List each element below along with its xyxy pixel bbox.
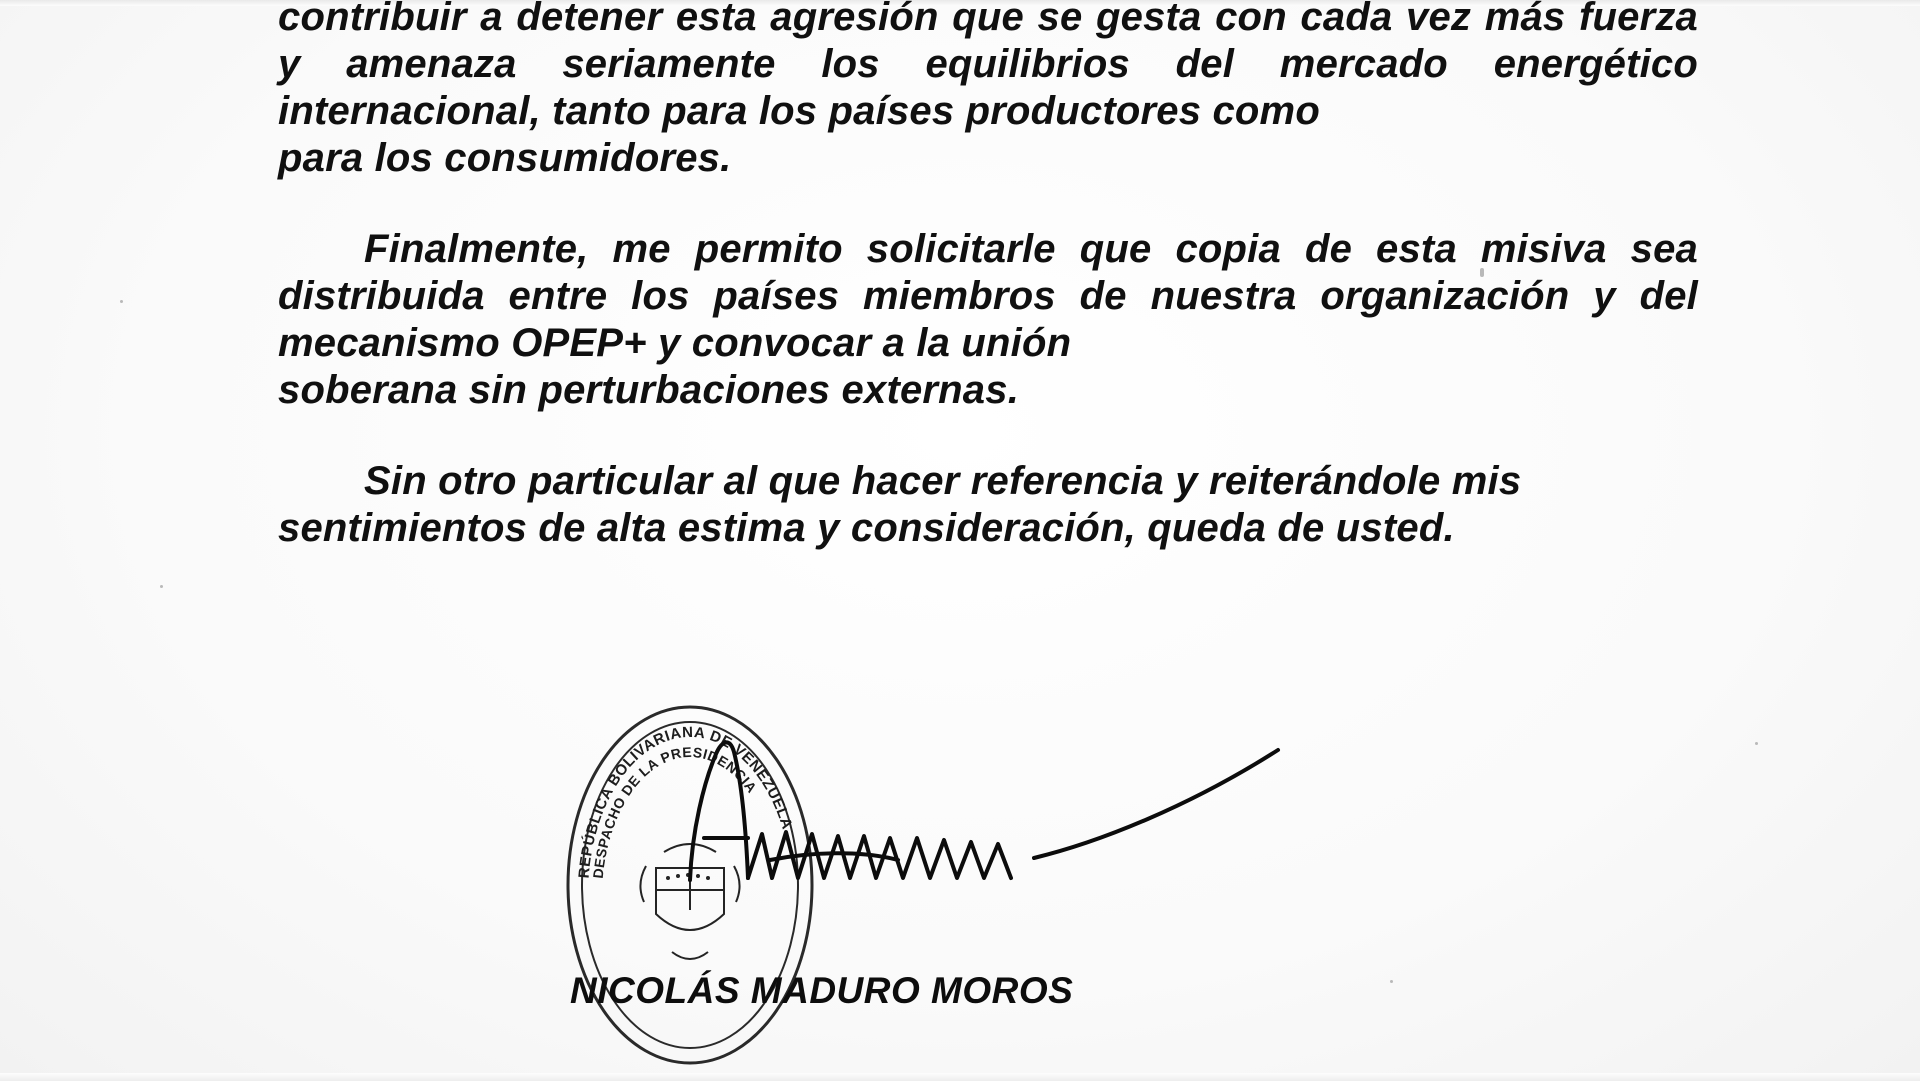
scan-speck bbox=[120, 300, 123, 303]
scan-edge-bottom bbox=[0, 1073, 1920, 1081]
paragraph-1-line-1: contribuir a detener esta agresión que se gesta con cada vez más bbox=[278, 0, 1566, 39]
signer-name: NICOLÁS MADURO MOROS bbox=[570, 970, 1074, 1011]
paragraph-2-line-2: sea distribuida entre los países miembros de nuestra bbox=[278, 227, 1698, 318]
paragraph-1-line-2: fuerza y amenaza seriamente los equilibrios del mercado bbox=[278, 0, 1698, 86]
paragraph-1 bbox=[278, 0, 1698, 182]
paragraph-3 bbox=[278, 458, 1698, 552]
svg-text:REPÚBLICA BOLIVARIANA DE VENEZ: REPÚBLICA BOLIVARIANA DE VENEZUELA bbox=[575, 723, 796, 879]
paragraph-2-line-4: soberana sin perturbaciones externas. bbox=[278, 368, 1020, 412]
paragraph-1-line-4: para los consumidores. bbox=[278, 136, 732, 180]
svg-text:DESPACHO DE LA PRESIDENCIA: DESPACHO DE LA PRESIDENCIA bbox=[589, 743, 761, 880]
paragraph-3-line-1: Sin otro particular al que hacer referencia y reiterándole mis bbox=[364, 459, 1522, 503]
scan-speck bbox=[160, 585, 163, 588]
paragraph-2-line-1: Finalmente, me permito solicitarle que copia de esta misiva bbox=[364, 227, 1607, 271]
letter-body bbox=[278, 0, 1698, 596]
paragraph-2 bbox=[278, 226, 1698, 414]
paragraph-1-line-3: energético internacional, tanto para los países productores como bbox=[278, 42, 1698, 133]
signature-block bbox=[560, 690, 1380, 1050]
paragraph-2-line-3: organización y del mecanismo OPEP+ y convocar a la unión bbox=[278, 274, 1698, 365]
scan-speck bbox=[1755, 742, 1758, 745]
scan-speck bbox=[1390, 980, 1393, 983]
paragraph-3-line-2: sentimientos de alta estima y consideración, queda de usted. bbox=[278, 506, 1455, 550]
official-seal bbox=[560, 700, 820, 1070]
